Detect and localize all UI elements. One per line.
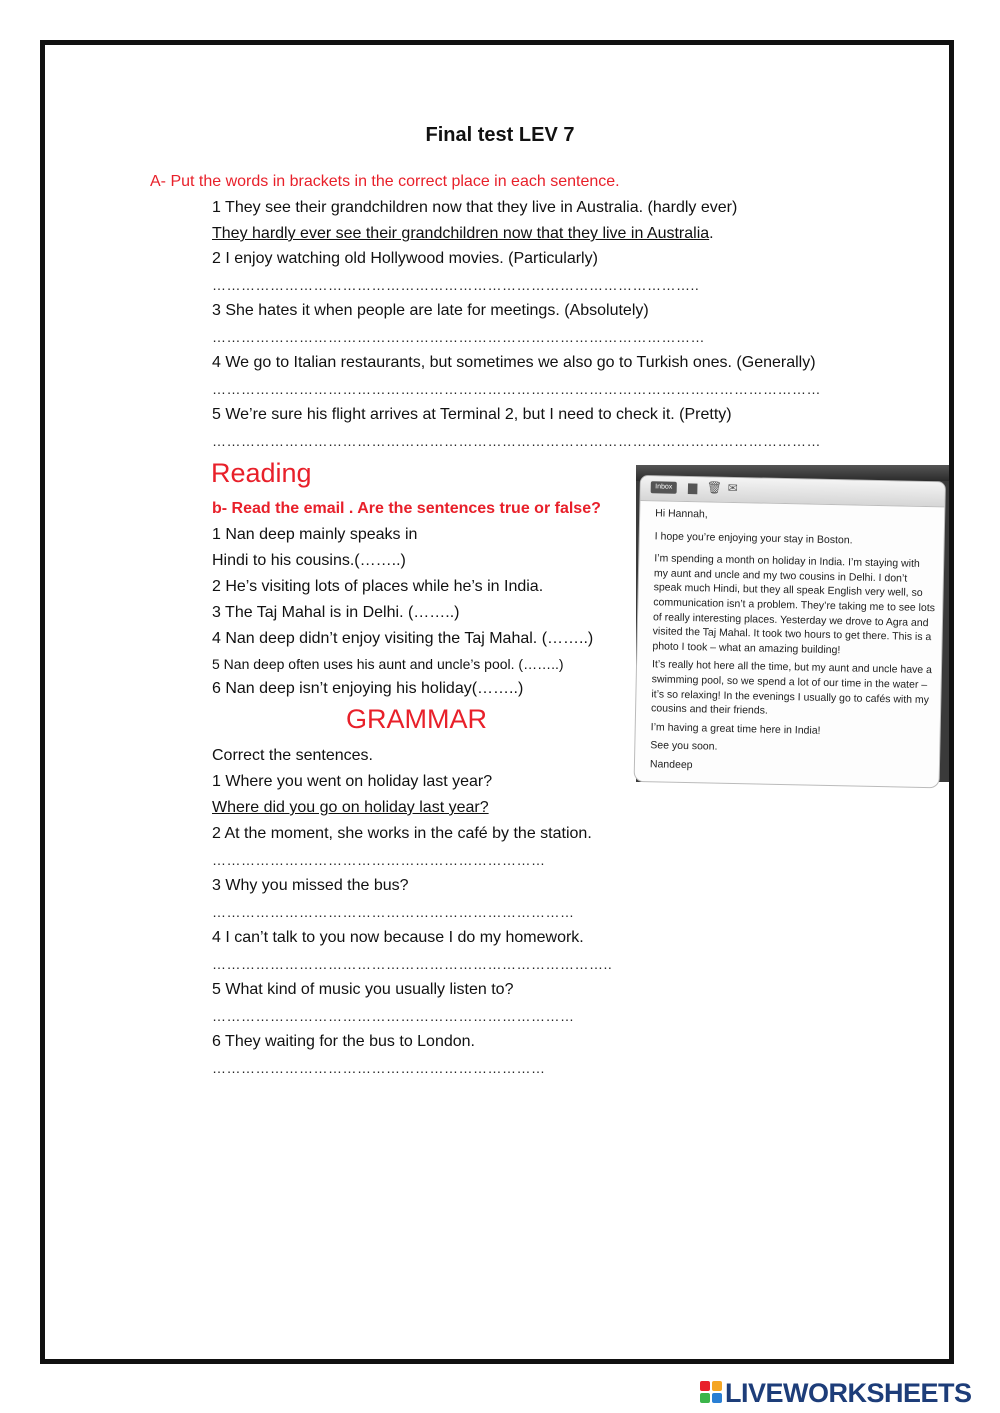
grammar-item-4: 4 I can’t talk to you now because I do my homework. (212, 929, 584, 946)
reading-instruction: b- Read the email . Are the sentences true or false? (212, 500, 601, 517)
logo-text: LIVEWORKSHEETS (725, 1378, 972, 1408)
grammar-instruction: Correct the sentences. (212, 747, 373, 764)
trash-icon: 🗑 (706, 480, 723, 495)
example-answer-text: They hardly ever see their grandchildren now that they live in Australia (212, 225, 710, 242)
logo-grid-icon (700, 1381, 722, 1403)
section-a-item-2: 2 I enjoy watching old Hollywood movies. (Particularly) (212, 250, 598, 267)
email-paragraph-1: I hope you’re enjoying your stay in Boston. (654, 529, 853, 547)
email-toolbar (640, 476, 944, 507)
email-sign-off: See you soon. (650, 739, 718, 753)
answer-line-g5[interactable]: ………………………………………………………………… (212, 1008, 575, 1024)
reading-item-3[interactable]: 3 The Taj Mahal is in Delhi. (……..) (212, 604, 460, 621)
section-a-example-answer (212, 225, 714, 243)
answer-line-g4[interactable]: ……………………………………………………………………….. (212, 956, 613, 972)
answer-line-a4[interactable]: ……………………………………………………………………………………………………………… (212, 381, 821, 397)
close-icon: ✉ (727, 480, 738, 496)
section-a-instruction: A- Put the words in brackets in the correct place in each sentence. (150, 173, 620, 190)
answer-line-a5[interactable]: ……………………………………………………………………………………………………………… (212, 433, 821, 449)
email-paragraph-2: I’m spending a month on holiday in India. I’m staying with my aunt and uncle and my two cousins in Delhi. I don’t speak much Hindi, but they all speak English very well, so communication isn’t a problem. They’re taking me to see lots of really interesting places. Yesterday we drove to Agra and visited the Taj Mahal. It took two hours to get there. This is a photo I took – what an amazing building! (652, 552, 936, 656)
reading-item-1b[interactable]: Hindi to his cousins.(……..) (212, 552, 406, 569)
page-title: Final test LEV 7 (425, 124, 575, 146)
reading-heading: Reading (211, 458, 312, 488)
grammar-item-1: 1 Where you went on holiday last year? (212, 773, 493, 790)
grammar-example-answer: Where did you go on holiday last year? (212, 799, 489, 816)
example-answer-period: . (709, 225, 714, 242)
email-card (634, 475, 946, 788)
grammar-item-6: 6 They waiting for the bus to London. (212, 1033, 475, 1050)
reading-item-1a: 1 Nan deep mainly speaks in (212, 526, 418, 543)
answer-line-g2[interactable]: …………………………………………………………… (212, 852, 546, 868)
email-paragraph-3: It’s really hot here all the time, but my aunt and uncle have a swimming pool, so we spend a lot of our time in the water – it’s so relaxing! In the evenings I usually go to cafés with my cousins and their friends. (650, 658, 933, 717)
answer-line-a3[interactable]: ………………………………………………………………………………………… (212, 329, 705, 345)
section-a-item-3: 3 She hates it when people are late for meetings. (Absolutely) (212, 302, 649, 319)
answer-line-a2[interactable]: ……………………………………………………………………………………….. (212, 277, 700, 293)
answer-line-g3[interactable]: ………………………………………………………………… (212, 904, 575, 920)
email-screenshot (636, 465, 949, 782)
answer-line-g6[interactable]: …………………………………………………………… (212, 1060, 546, 1076)
section-a-item-1: 1 They see their grandchildren now that they live in Australia. (hardly ever) (212, 199, 738, 216)
reading-item-4[interactable]: 4 Nan deep didn’t enjoy visiting the Taj Mahal. (……..) (212, 630, 594, 647)
reading-item-2[interactable]: 2 He’s visiting lots of places while he’s in India. (212, 578, 544, 595)
grammar-item-3: 3 Why you missed the bus? (212, 877, 409, 894)
reading-item-6[interactable]: 6 Nan deep isn’t enjoying his holiday(……..) (212, 680, 524, 697)
grammar-item-2: 2 At the moment, she works in the café by the station. (212, 825, 592, 842)
email-body (650, 506, 938, 781)
email-paragraph-4: I’m having a great time here in India! (650, 720, 821, 737)
reading-item-5[interactable]: 5 Nan deep often uses his aunt and uncle’s pool. (……..) (212, 656, 564, 672)
folder-icon: ▆ (687, 480, 698, 495)
grammar-heading: GRAMMAR (346, 704, 487, 734)
section-a-item-5: 5 We’re sure his flight arrives at Terminal 2, but I need to check it. (Pretty) (212, 406, 732, 423)
email-signature: Nandeep (649, 758, 693, 772)
email-greeting: Hi Hannah, (655, 507, 708, 521)
section-a-item-4: 4 We go to Italian restaurants, but sometimes we also go to Turkish ones. (Generally) (212, 354, 816, 371)
grammar-item-5: 5 What kind of music you usually listen to? (212, 981, 514, 998)
inbox-button: Inbox (651, 481, 677, 494)
